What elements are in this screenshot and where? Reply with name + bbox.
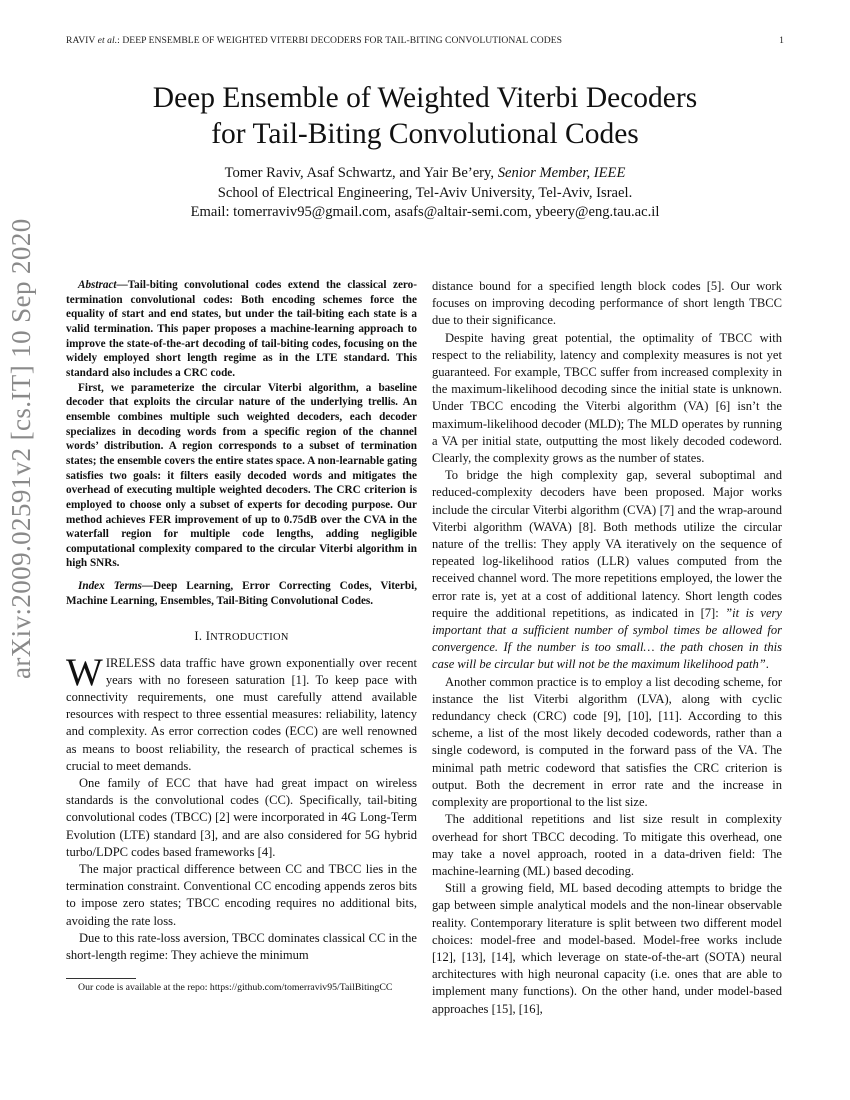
intro-paragraph-1-text: IRELESS data traffic have grown exponentially over recent years with no foreseen saturation [1]. To keep pace with connectivity requirements, one must carefully attend available resources with respect to three essential measures: reliability, latency and complexity. As error correction codes (ECC) are well renowned as means to boost reliability, the research of practical schemes is crucial to meet demands. [66, 655, 417, 773]
paper-title-line2: for Tail-Biting Convolutional Codes [211, 118, 639, 150]
affiliation: School of Electrical Engineering, Tel-Aviv University, Tel-Aviv, Israel. [217, 184, 633, 201]
author-names: Tomer Raviv, Asaf Schwartz, and Yair Be’ery, [224, 165, 498, 181]
author-line [40, 164, 810, 184]
abstract-text-1: —Tail-biting convolutional codes extend the classical zero-termination convolutional codes: Both encoding schemes force the equality of start and end states, but under the tail-biting each state is a valid termination. This paper proposes a machine-learning approach to improve the state-of-the-art decoding of tail-biting codes, focusing on the widely employed short length regime as in the LTE standard. This standard also includes a CRC code. [66, 279, 417, 379]
abstract-label: Abstract [78, 279, 117, 291]
running-head-etal: et al. [97, 35, 118, 46]
running-head-title: : DEEP ENSEMBLE OF WEIGHTED VITERBI DECODERS FOR TAIL-BITING CONVOLUTIONAL CODES [117, 35, 563, 46]
index-terms-text: —Deep Learning, Error Correcting Codes, Viterbi, Machine Learning, Ensembles, Tail-Biting Convolutional Codes. [66, 580, 417, 607]
right-paragraph-6: Still a growing field, ML based decoding attempts to bridge the gap between simple analytical models and the non-linear observable reality. Contemporary literature is split between two different model choices: model-free and model-based. Model-free works include [12], [13], [14], which leverage on state-of-the-art (SOTA) neural architectures with high neuronal capacity (i.e. ones that are able to implement many functions). On the other hand, under model-based approaches [15], [16], [432, 881, 782, 1016]
dropcap: W [66, 650, 103, 694]
section-title-first: I [205, 629, 211, 644]
running-head [66, 35, 784, 46]
left-column [66, 278, 417, 995]
intro-paragraph-4: Due to this rate-loss aversion, TBCC dominates classical CC in the short-length regime: They achieve the minimum [66, 930, 417, 963]
footnote-rule [66, 978, 136, 979]
index-terms [66, 579, 417, 608]
footnote: Our code is available at the repo: https://github.com/tomerraviv95/TailBitingCC [78, 982, 393, 994]
right-column [432, 278, 782, 1018]
intro-paragraph-2: One family of ECC that have had great impact on wireless standards is the convolutional codes (CC). Specifically, tail-biting convolutional codes (TBCC) [2] were incorporated in 4G Long-Term Evolution (LTE) standard [3], and are also considered for 5G hybrid turbo/LDPC codes based frameworks [4]. [66, 776, 417, 859]
title-block [40, 80, 810, 223]
running-head-prefix: RAVIV [66, 35, 98, 46]
paper-title-line1: Deep Ensemble of Weighted Viterbi Decoders [152, 82, 698, 114]
author-role: Senior Member, IEEE [497, 165, 626, 181]
right-paragraph-3-end: . [765, 657, 769, 672]
right-paragraph-3-start: To bridge the high complexity gap, several suboptimal and reduced-complexity decoders have been proposed. Major works include the circular Viterbi algorithm (CVA) [7] and the wrap-around Viterbi algorithm (WAVA) [8]. Both methods utilize the circular nature of the trellis: They apply VA iteratively on the sequence of repeated log-likelihood ratios (LLR) values computed from the received channel word. The more repetitions employed, the lower the error rate is, yet at a cost of additional latency. Short length codes require the additional repetitions, as indicated in [7]: [432, 468, 782, 620]
right-paragraph-4: Another common practice is to employ a list decoding scheme, for instance the list Viterbi algorithm (LVA), along with cyclic redundancy check (CRC) code [9], [10], [11]. According to this scheme, a list of the most likely decoded codewords, rather than a single codeword, is computed in the forward pass of the VA. The minimal path metric codeword that satisfies the CRC criterion is output. Both the decrement in error rate and the increase in complexity are proportional to the list size. [432, 674, 782, 810]
abstract-paragraph-1 [66, 278, 417, 381]
intro-paragraph-3: The major practical difference between CC and TBCC lies in the termination constraint. Conventional CC encoding appends zeros bits to impose zero states; TBCC encoding requires no additional bits, avoiding the rate loss. [66, 862, 417, 928]
page-number: 1 [779, 35, 784, 46]
author-block [40, 164, 810, 223]
index-terms-label: Index Terms [78, 580, 142, 593]
email-line: Email: tomerraviv95@gmail.com, asafs@altair-semi.com, ybeery@eng.tau.ac.il [190, 204, 660, 220]
abstract-paragraph-2: First, we parameterize the circular Viterbi algorithm, a baseline decoder that exploits the circular nature of the underlying trellis. An ensemble combines multiple such weighted decoders, each decoder specializes in decoding words from a specific region of the channel words’ distribution. A region corresponds to a subset of termination states; the ensemble covers the entire states space. A non-learnable gating satisfies two goals: it filters easily decoded words and mitigates the overhead of executing multiple weighted decoders. The CRC criterion is employed to choose only a subset of experts for decoding purpose. Our method achieves FER improvement of up to 0.75dB over the CVA in the waterfall region for multiple code lengths, adding negligible computational complexity compared to the circular Viterbi algorithm in high SNRs. [66, 381, 417, 570]
section-title-rest: NTRODUCTION [210, 632, 289, 644]
arxiv-stamp: arXiv:2009.02591v2 [cs.IT] 10 Sep 2020 [6, 218, 36, 679]
intro-paragraph-1 [66, 650, 417, 775]
right-paragraph-3 [432, 467, 782, 673]
section-heading-introduction [66, 628, 417, 646]
abstract [66, 278, 417, 608]
right-paragraph-5: The additional repetitions and list size result in complexity overhead for short TBCC decoding. To mitigate this overhead, one may take a novel approach, rooted in a data-driven field: The machine-learning (ML) based decoding. [432, 812, 782, 878]
right-paragraph-1: distance bound for a specified length block codes [5]. Our work focuses on improving decoding performance of short length TBCC due to their significance. [432, 279, 782, 328]
cva-quote: ”it is very important that a sufficient number of symbol times be allowed for convergence. If the number is too small… the path chosen in this case will be circular but will not be the maximum likelihood path” [432, 605, 782, 672]
paper-title [40, 80, 810, 152]
section-numeral: I. [194, 629, 206, 644]
right-paragraph-2: Despite having great potential, the optimality of TBCC with respect to the reliability, latency and complexity measures is not yet guaranteed. For example, TBCC suffer from increased complexity in the maximum-likelihood decoding since the initial state is unknown. Under TBCC encoding the Viterbi algorithm (VA) [6] isn’t the maximum-likelihood decoder (MLD); The MLD operates by running a VA per initial state, outputting the most likely decoded codeword. Clearly, the complexity grows as the number of states. [432, 330, 782, 466]
